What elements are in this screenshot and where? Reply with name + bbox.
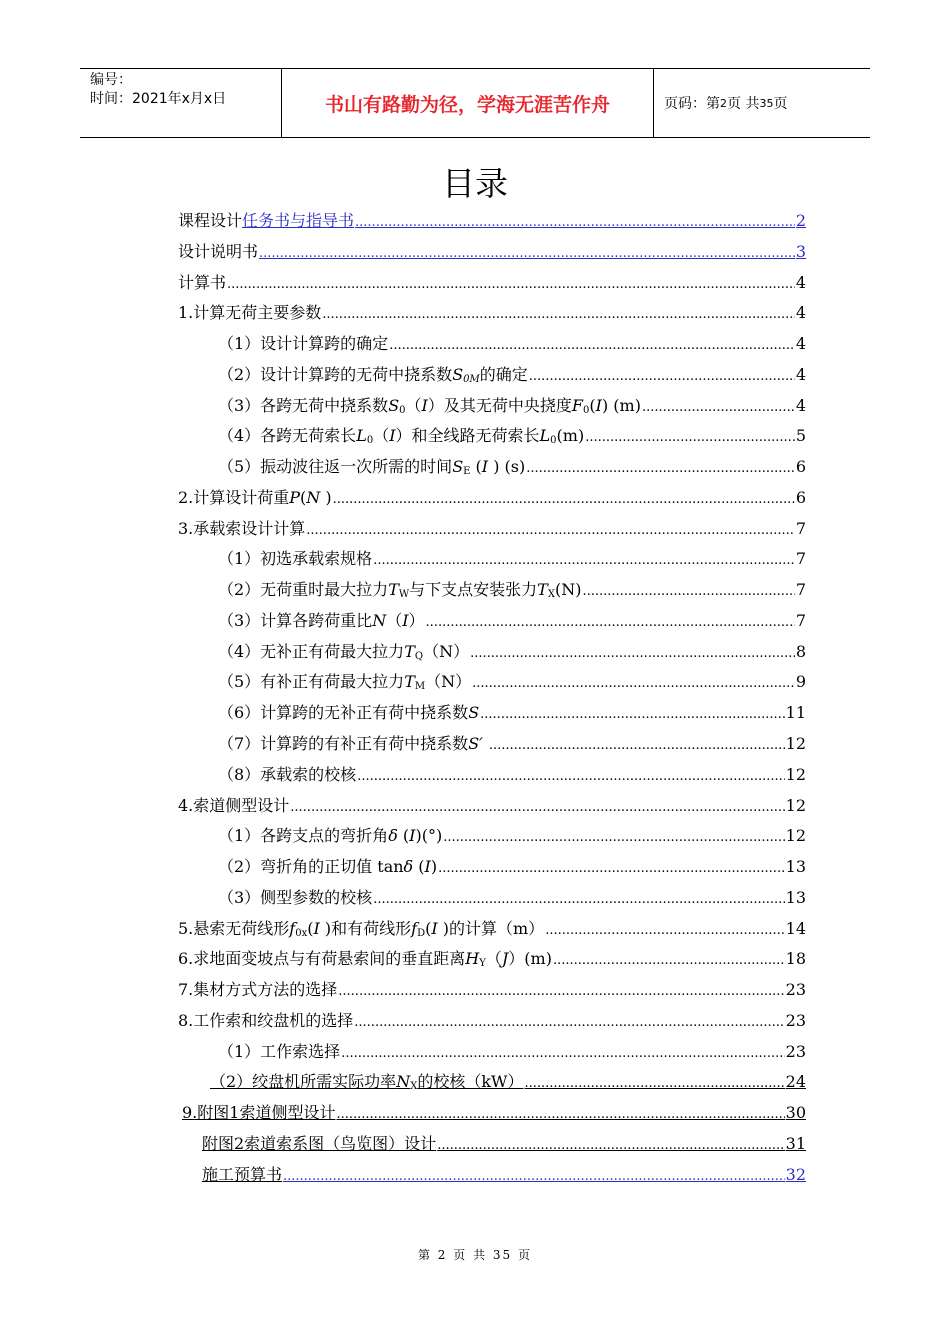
toc-entry-2[interactable] (178, 483, 806, 514)
toc-leader (389, 331, 795, 362)
toc-page: 4 (795, 395, 806, 415)
header-meta (80, 69, 282, 137)
toc-text: ( (413, 857, 425, 877)
toc-sub: 0 (366, 435, 374, 447)
toc-text: （ (485, 949, 502, 969)
toc-text: ( (470, 457, 482, 477)
toc-text: 计算书 (178, 272, 227, 292)
toc-page: 4 (795, 303, 806, 323)
toc-text: 设计说明书 (178, 241, 259, 261)
toc-text: ( (300, 487, 307, 507)
toc-entry-5[interactable] (178, 914, 806, 945)
toc-text: 9.附图1索道侧型设计 (182, 1103, 336, 1123)
toc-var: δ (388, 826, 398, 846)
toc-text: （7）计算跨的有补正有荷中挠系数 (218, 734, 469, 754)
toc-page: 4 (795, 334, 806, 354)
toc-text: （3）计算各跨荷重比 (218, 610, 373, 630)
toc-page: 23 (785, 980, 806, 1000)
toc-text: ）和全线路无荷索长 (395, 426, 540, 446)
toc-sub: W (398, 589, 410, 601)
toc-sub: Y (479, 958, 486, 970)
toc-text: （2）设计计算跨的无荷中挠系数 (218, 364, 453, 384)
toc-var: N (306, 487, 321, 507)
toc-entry-8-2[interactable] (178, 1067, 806, 1098)
page-footer (0, 1246, 950, 1263)
toc-var: S′ (468, 734, 483, 754)
toc-leader (341, 1039, 784, 1070)
toc-text: （3）侧型参数的校核 (218, 887, 373, 907)
toc-page: 6 (795, 487, 806, 507)
toc-link[interactable]: 任务书与指导书 (242, 211, 355, 230)
toc-text: )(°) (415, 826, 443, 846)
footer-current-page: 2 (437, 1248, 448, 1262)
toc-text: ）及其无荷中央挠度 (427, 395, 572, 415)
toc-text: (m) (556, 426, 585, 446)
toc-text: 5.悬索无荷线形 (178, 918, 290, 938)
toc-text: ) (430, 857, 438, 877)
toc-text: （ (373, 426, 390, 446)
toc-entry-task-book[interactable] (178, 206, 806, 237)
toc-entry-1[interactable] (178, 298, 806, 329)
toc-leader (443, 823, 784, 854)
toc-text: （1）设计计算跨的确定 (218, 334, 389, 354)
toc-leader (336, 1100, 784, 1131)
toc-entry-4[interactable] (178, 791, 806, 822)
toc-page: 12 (785, 826, 806, 846)
toc-entry-1-4[interactable] (178, 421, 806, 452)
toc-sub: Q (414, 650, 424, 662)
toc-page: 12 (785, 734, 806, 754)
toc-text: 2.计算设计荷重 (178, 487, 290, 507)
time-label: 时间：2021年x月x日 (90, 91, 227, 107)
page-title: 目录 (442, 164, 508, 203)
toc-leader (472, 669, 795, 700)
toc-text: ( (589, 395, 596, 415)
toc-entry-3-5[interactable] (178, 667, 806, 698)
toc-text: )的计算（m） (437, 918, 545, 938)
toc-var: L (539, 426, 551, 446)
toc-text (483, 734, 488, 753)
toc-page[interactable]: 2 (795, 211, 806, 230)
toc-text: （6）计算跨的无补正有荷中挠系数 (218, 703, 469, 723)
toc-text: （2）无荷重时最大拉力 (218, 580, 389, 600)
toc-entry-3-7[interactable] (178, 729, 806, 760)
number-label: 编号： (90, 72, 132, 88)
page-suffix: 页 (773, 96, 788, 112)
toc-entry-8[interactable] (178, 1006, 806, 1037)
toc-text: （N） (425, 672, 472, 692)
toc-text: (N) (554, 580, 582, 600)
toc-text: ) (s) (488, 457, 526, 477)
toc-text: 的校核（kW） (417, 1072, 524, 1092)
toc-leader (642, 393, 795, 424)
toc-sub: 0 (550, 435, 557, 447)
toc-leader (582, 577, 794, 608)
toc-var: S (452, 364, 464, 384)
toc-page: 8 (795, 641, 806, 661)
toc-text: ( (307, 918, 314, 938)
toc-var: I (481, 457, 489, 477)
toc-entry-1-3[interactable] (178, 391, 806, 422)
toc-text: （N） (423, 641, 470, 661)
toc-page: 31 (785, 1133, 806, 1153)
toc-entry-4-2[interactable] (178, 852, 806, 883)
toc-var: I (421, 395, 428, 415)
toc-text: ) (m) (601, 395, 641, 415)
toc-page: 7 (795, 610, 806, 630)
toc-page: 4 (795, 364, 806, 384)
toc-page[interactable]: 32 (785, 1164, 806, 1184)
toc-page: 5 (795, 426, 806, 446)
toc-sub: 0 (399, 404, 406, 416)
toc-entry-appendix-2[interactable] (178, 1129, 806, 1160)
toc-leader (529, 362, 795, 393)
toc-text: 1.计算无荷主要参数 (178, 303, 322, 323)
toc-text: （5）有补正有荷最大拉力 (218, 672, 405, 692)
page-prefix: 页码：第 (664, 96, 720, 112)
toc-var: J (501, 949, 509, 969)
toc-text: )和有荷线形 (319, 918, 412, 938)
toc-text: 与下支点安装张力 (409, 580, 538, 600)
toc-text: ） (408, 610, 425, 630)
footer-mid: 页 共 (453, 1248, 488, 1262)
toc-entry-8-1[interactable] (178, 1037, 806, 1068)
toc-var: S (468, 703, 480, 723)
toc-sub: X (547, 589, 555, 601)
toc-leader (585, 423, 795, 454)
toc-var: I (431, 918, 438, 938)
toc-leader (553, 946, 785, 977)
toc-text: （2）绞盘机所需实际功率 (210, 1072, 397, 1092)
toc-page: 7 (795, 518, 806, 538)
toc-sub: M (414, 681, 426, 693)
toc-entry-6[interactable] (178, 944, 806, 975)
page-mid: 页 共 (727, 96, 760, 112)
toc-var: f (289, 918, 296, 938)
toc-page: 13 (785, 887, 806, 907)
toc-sub: X (410, 1081, 418, 1093)
toc-text: ( (425, 918, 432, 938)
toc-entry-budget[interactable] (178, 1160, 806, 1191)
toc-var: f (411, 918, 418, 938)
toc-var: I (409, 826, 416, 846)
toc-leader (290, 793, 784, 824)
toc-var: N (372, 610, 387, 630)
toc-text: 附图2索道索系图（鸟览图）设计 (202, 1133, 437, 1153)
toc-var: T (404, 672, 415, 692)
toc-leader (526, 454, 795, 485)
toc-text: （1）工作索选择 (218, 1041, 341, 1061)
toc-var: δ (403, 857, 414, 877)
toc-entry-1-1[interactable] (178, 329, 806, 360)
toc-text: （ (386, 610, 403, 630)
toc-text: （8）承载索的校核 (218, 764, 357, 784)
toc-sub: E (463, 466, 471, 478)
toc-entry-design-manual[interactable] (178, 237, 806, 268)
toc-sub: 0 (583, 404, 590, 416)
toc-entry-1-5[interactable] (178, 452, 806, 483)
toc-leader (426, 608, 795, 639)
toc-page: 7 (795, 580, 806, 600)
toc-sub: 0M (463, 373, 480, 385)
toc-page: 11 (785, 703, 806, 723)
table-of-contents (178, 206, 806, 1191)
toc-page: 24 (785, 1072, 806, 1092)
toc-var: I (402, 610, 409, 630)
toc-leader (355, 208, 795, 239)
footer-total-pages: 35 (492, 1248, 513, 1262)
toc-leader (373, 546, 795, 577)
toc-entry-4-1[interactable] (178, 821, 806, 852)
toc-page: 18 (785, 949, 806, 969)
toc-entry-3[interactable] (178, 514, 806, 545)
toc-entry-3-3[interactable] (178, 606, 806, 637)
toc-page[interactable]: 3 (795, 241, 806, 261)
toc-text: （3）各跨无荷中挠系数 (218, 395, 389, 415)
toc-text: （5）振动波往返一次所需的时间 (218, 457, 453, 477)
toc-leader (322, 300, 795, 331)
toc-leader (545, 916, 784, 947)
page-header (80, 68, 870, 138)
toc-var: P (289, 487, 301, 507)
header-page-info (654, 69, 870, 137)
toc-var: I (389, 426, 396, 446)
toc-var: I (313, 918, 320, 938)
footer-prefix: 第 (417, 1248, 432, 1262)
page-total: 35 (759, 96, 774, 110)
toc-entry-9[interactable] (178, 1098, 806, 1129)
toc-text: 6.求地面变坡点与有荷悬索间的垂直距离 (178, 949, 466, 969)
toc-entry-3-8[interactable] (178, 760, 806, 791)
toc-page: 23 (785, 1010, 806, 1030)
toc-text: ）(m) (508, 949, 552, 969)
toc-text: （4）无补正有荷最大拉力 (218, 641, 405, 661)
toc-page: 6 (795, 457, 806, 477)
toc-page: 23 (785, 1041, 806, 1061)
toc-var: S (452, 457, 464, 477)
toc-text: 的确定 (479, 364, 528, 384)
toc-text: （4）各跨无荷索长 (218, 426, 357, 446)
toc-text: 3.承载索设计计算 (178, 518, 306, 538)
toc-text: （ (405, 395, 422, 415)
toc-page: 9 (795, 672, 806, 692)
toc-sub: 0x (295, 927, 308, 939)
toc-var: T (537, 580, 548, 600)
toc-var: S (388, 395, 400, 415)
toc-var: I (424, 857, 431, 877)
toc-leader (306, 516, 795, 547)
toc-var: T (388, 580, 399, 600)
toc-leader (373, 885, 784, 916)
toc-leader (524, 1069, 784, 1100)
toc-entry-7[interactable] (178, 975, 806, 1006)
toc-entry-calc-book[interactable] (178, 268, 806, 299)
toc-text: 8.工作索和绞盘机的选择 (178, 1010, 354, 1030)
toc-page: 7 (795, 549, 806, 569)
toc-leader (283, 1162, 785, 1193)
toc-page: 12 (785, 795, 806, 815)
toc-entry-3-6[interactable] (178, 698, 806, 729)
toc-text: 课程设计 (178, 211, 243, 230)
toc-var: I (595, 395, 602, 415)
toc-text: 4.索道侧型设计 (178, 795, 290, 815)
toc-var: F (571, 395, 583, 415)
header-motto: 书山有路勤为径，学海无涯苦作舟 (282, 69, 654, 137)
toc-leader (259, 239, 795, 270)
toc-leader (438, 854, 785, 885)
toc-entry-3-1[interactable] (178, 544, 806, 575)
toc-text: （1）初选承载索规格 (218, 549, 373, 569)
toc-text: ( (397, 826, 410, 846)
toc-leader (470, 639, 795, 670)
toc-text: 施工预算书 (202, 1164, 283, 1184)
toc-page: 13 (785, 857, 806, 877)
toc-page: 14 (785, 918, 806, 938)
toc-var: L (356, 426, 367, 446)
page-current: 2 (720, 96, 727, 110)
toc-page: 12 (785, 764, 806, 784)
toc-entry-4-3[interactable] (178, 883, 806, 914)
toc-entry-1-2[interactable] (178, 360, 806, 391)
toc-text: （2）弯折角的正切值 tan (218, 857, 404, 877)
toc-leader (357, 762, 784, 793)
toc-entry-3-4[interactable] (178, 637, 806, 668)
toc-leader (333, 485, 795, 516)
toc-var: T (404, 641, 415, 661)
toc-leader (354, 1008, 784, 1039)
toc-sub: D (417, 927, 426, 939)
toc-page: 4 (795, 272, 806, 292)
toc-text: ) (320, 487, 332, 507)
toc-entry-3-2[interactable] (178, 575, 806, 606)
toc-leader (338, 977, 784, 1008)
footer-suffix: 页 (518, 1248, 533, 1262)
toc-leader (489, 731, 785, 762)
toc-leader (227, 270, 795, 301)
toc-leader (480, 700, 784, 731)
toc-page: 30 (785, 1103, 806, 1123)
toc-text: （1）各跨支点的弯折角 (218, 826, 389, 846)
toc-var: H (465, 949, 480, 969)
toc-leader (437, 1131, 784, 1162)
toc-text: 7.集材方式方法的选择 (178, 980, 338, 1000)
toc-var: N (396, 1072, 411, 1092)
